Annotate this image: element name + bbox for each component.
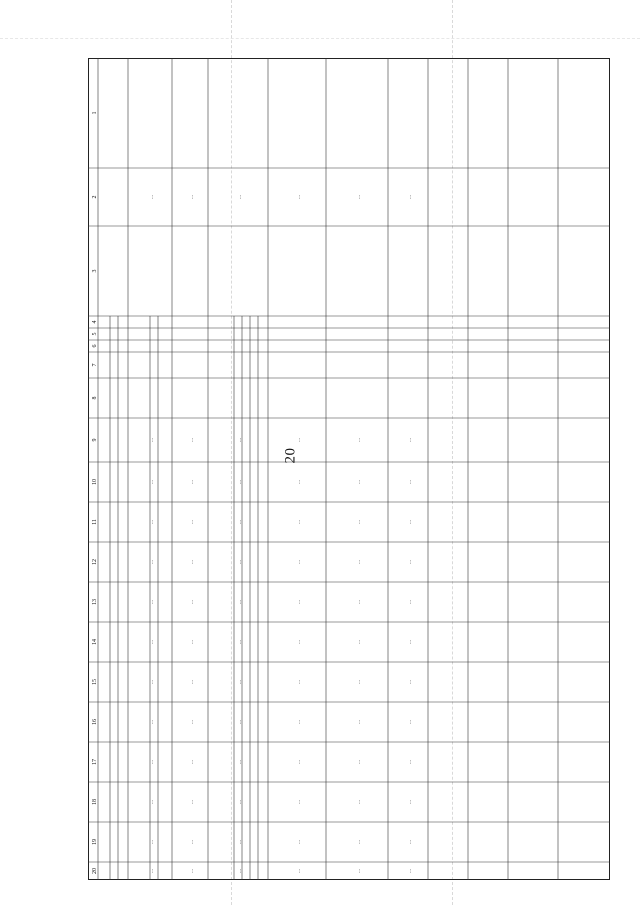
cell-value: … <box>408 839 413 845</box>
rotated-data-table <box>88 58 610 880</box>
cell-value: … <box>357 599 362 605</box>
row-label: … <box>408 194 413 200</box>
cell-value: … <box>357 479 362 485</box>
cell-value: … <box>190 719 195 725</box>
cell-value: … <box>238 559 243 565</box>
cell-value: … <box>150 839 155 845</box>
cell-value: … <box>238 839 243 845</box>
cell-value: … <box>190 799 195 805</box>
row-label: … <box>297 194 302 200</box>
cell-value: … <box>238 479 243 485</box>
cell-value: … <box>357 839 362 845</box>
column-number: 17 <box>92 759 98 765</box>
column-number: 18 <box>92 799 98 805</box>
cell-value: … <box>408 679 413 685</box>
cell-value: … <box>297 759 302 765</box>
scan-guide-line <box>0 38 640 39</box>
cell-value: … <box>297 719 302 725</box>
column-number: 5 <box>92 332 98 336</box>
cell-value: … <box>408 759 413 765</box>
cell-value: … <box>408 479 413 485</box>
column-number: 20 <box>92 868 98 874</box>
cell-value: … <box>150 599 155 605</box>
cell-value: … <box>297 559 302 565</box>
cell-value: … <box>297 639 302 645</box>
cell-value: … <box>238 639 243 645</box>
cell-value: … <box>150 719 155 725</box>
cell-value: … <box>357 639 362 645</box>
row-label: … <box>357 194 362 200</box>
cell-value: … <box>297 519 302 525</box>
cell-value: … <box>408 519 413 525</box>
row-label: … <box>190 194 195 200</box>
cell-value: … <box>238 519 243 525</box>
column-number: 8 <box>92 396 98 400</box>
cell-value: … <box>357 559 362 565</box>
cell-value: … <box>150 679 155 685</box>
cell-value: … <box>238 599 243 605</box>
cell-value: … <box>357 719 362 725</box>
cell-value: … <box>297 479 302 485</box>
cell-value: … <box>150 479 155 485</box>
column-number: 19 <box>92 839 98 845</box>
cell-value: … <box>190 599 195 605</box>
column-number: 3 <box>92 269 98 273</box>
cell-value: … <box>297 839 302 845</box>
cell-value: … <box>150 759 155 765</box>
column-number: 4 <box>92 320 98 324</box>
cell-value: … <box>297 868 302 874</box>
column-number: 7 <box>92 363 98 367</box>
cell-value: … <box>150 799 155 805</box>
cell-value: … <box>190 679 195 685</box>
cell-value: … <box>238 679 243 685</box>
cell-value: … <box>238 799 243 805</box>
cell-value: … <box>408 599 413 605</box>
cell-value: … <box>238 868 243 874</box>
cell-value: … <box>408 799 413 805</box>
page-number: 20 <box>282 447 299 464</box>
cell-value: … <box>357 519 362 525</box>
cell-value: … <box>190 479 195 485</box>
column-number: 10 <box>92 479 98 485</box>
column-number: 14 <box>92 639 98 645</box>
cell-value: … <box>357 868 362 874</box>
row-label: … <box>238 194 243 200</box>
column-number: 11 <box>92 519 98 525</box>
cell-value: … <box>150 559 155 565</box>
cell-value: … <box>190 839 195 845</box>
column-number: 2 <box>92 195 98 199</box>
column-number: 15 <box>92 679 98 685</box>
cell-value: … <box>297 437 302 443</box>
cell-value: … <box>190 559 195 565</box>
cell-value: … <box>190 437 195 443</box>
column-number: 6 <box>92 344 98 348</box>
cell-value: … <box>297 599 302 605</box>
cell-value: … <box>150 639 155 645</box>
cell-value: … <box>357 799 362 805</box>
cell-value: … <box>190 868 195 874</box>
cell-value: … <box>357 679 362 685</box>
cell-value: … <box>190 639 195 645</box>
cell-value: … <box>408 437 413 443</box>
cell-value: … <box>190 759 195 765</box>
cell-value: … <box>190 519 195 525</box>
column-number: 13 <box>92 599 98 605</box>
cell-value: … <box>297 679 302 685</box>
cell-value: … <box>297 799 302 805</box>
cell-value: … <box>150 437 155 443</box>
cell-value: … <box>238 719 243 725</box>
cell-value: … <box>408 559 413 565</box>
column-number: 1 <box>92 111 98 115</box>
cell-value: … <box>238 759 243 765</box>
cell-value: … <box>150 519 155 525</box>
cell-value: … <box>408 639 413 645</box>
cell-value: … <box>150 868 155 874</box>
column-number: 12 <box>92 559 98 565</box>
column-number: 9 <box>92 438 98 442</box>
cell-value: … <box>408 868 413 874</box>
column-number: 16 <box>92 719 98 725</box>
cell-value: … <box>408 719 413 725</box>
cell-value: … <box>357 437 362 443</box>
row-label: … <box>150 194 155 200</box>
cell-value: … <box>238 437 243 443</box>
cell-value: … <box>357 759 362 765</box>
